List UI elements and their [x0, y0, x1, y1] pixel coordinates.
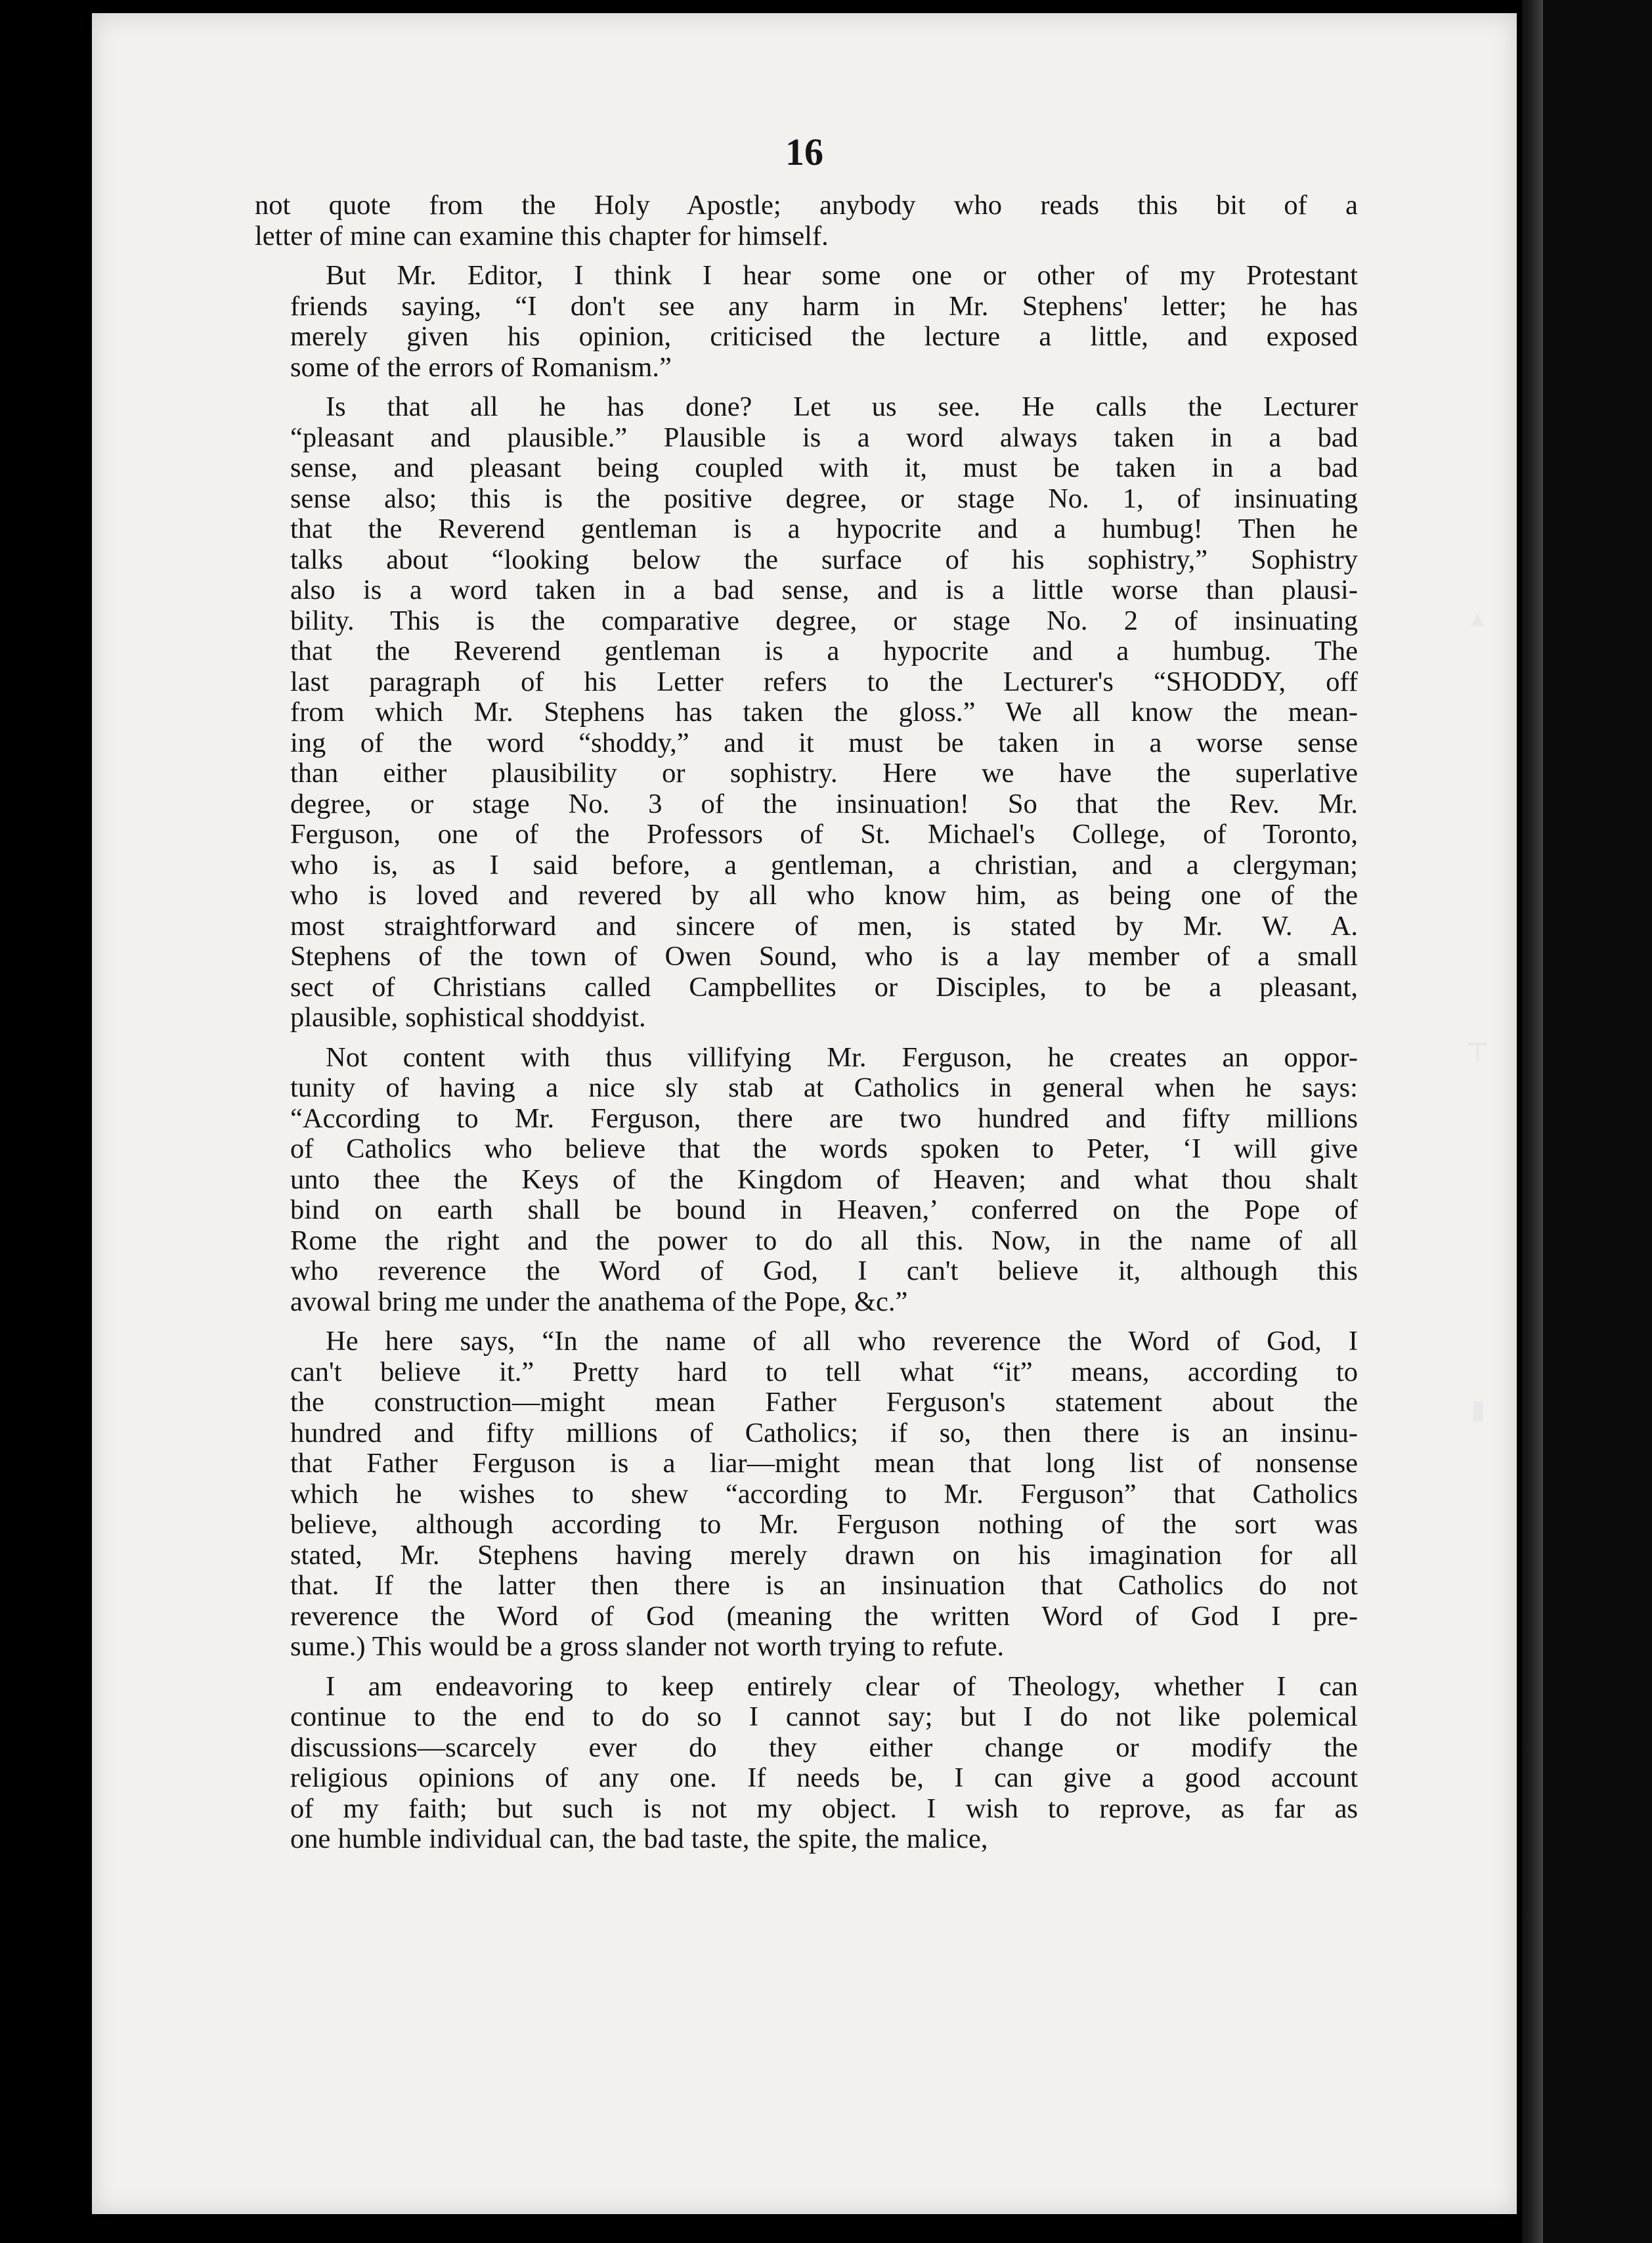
text-line: reverence the Word of God (meaning the written Word of God I pre-	[290, 1600, 1358, 1632]
text-line: last paragraph of his Letter refers to the Lecturer's “SHODDY, off	[290, 666, 1358, 697]
text-line: Stephens of the town of Owen Sound, who is a lay member of a small	[290, 941, 1358, 972]
text-line: one humble individual can, the bad taste, the spite, the malice,	[290, 1823, 988, 1854]
text-line: discussions—scarcely ever do they either change or modify the	[290, 1731, 1358, 1763]
paragraph	[255, 392, 1358, 1034]
text-line: letter of mine can examine this chapter for himself.	[255, 220, 829, 251]
text-line: “According to Mr. Ferguson, there are two hundred and fifty millions	[290, 1102, 1358, 1134]
text-line: of my faith; but such is not my object. I wish to reprove, as far as	[290, 1793, 1358, 1824]
text-line: sume.) This would be a gross slander not worth trying to refute.	[290, 1631, 1005, 1662]
text-line: that Father Ferguson is a liar—might mean that long list of nonsense	[290, 1448, 1358, 1479]
text-line: sense, and pleasant being coupled with it, must be taken in a bad	[290, 452, 1358, 483]
text-line: continue to the end to do so I cannot say; but I do not like polemical	[290, 1701, 1358, 1732]
text-line: not quote from the Holy Apostle; anybody who reads this bit of a	[255, 190, 1358, 221]
text-line: who is loved and revered by all who know him, as being one of the	[290, 880, 1358, 911]
text-line: who reverence the Word of God, I can't believe it, although this	[290, 1255, 1358, 1286]
text-line: degree, or stage No. 3 of the insinuation! So that the Rev. Mr.	[290, 788, 1358, 819]
text-line: sense also; this is the positive degree, or stage No. 1, of insinuating	[290, 483, 1358, 514]
page-number: 16	[785, 131, 823, 173]
paragraph	[255, 1326, 1358, 1663]
body-text	[255, 190, 1358, 1855]
text-line: that the Reverend gentleman is a hypocrite and a humbug! Then he	[290, 513, 1358, 544]
text-line: plausible, sophistical shoddyist.	[290, 1002, 646, 1033]
text-line: who is, as I said before, a gentleman, a christian, and a clergyman;	[290, 849, 1358, 881]
text-line: friends saying, “I don't see any harm in Mr. Stephens' letter; he has	[290, 290, 1358, 322]
text-line: tunity of having a nice sly stab at Catholics in general when he says:	[290, 1072, 1358, 1103]
text-line: that. If the latter then there is an insinuation that Catholics do not	[290, 1570, 1358, 1601]
text-line: stated, Mr. Stephens having merely drawn on his imagination for all	[290, 1539, 1358, 1571]
text-line: Is that all he has done? Let us see. He calls the Lecturer	[326, 391, 1358, 422]
text-line: Rome the right and the power to do all this. Now, in the name of all	[290, 1225, 1358, 1256]
text-line: religious opinions of any one. If needs be, I can give a good account	[290, 1762, 1358, 1793]
paragraph	[255, 190, 1358, 251]
text-line: avowal bring me under the anathema of the Pope, &c.”	[290, 1286, 908, 1317]
text-line: ing of the word “shoddy,” and it must be taken in a worse sense	[290, 727, 1358, 758]
text-line: merely given his opinion, criticised the lecture a little, and exposed	[290, 321, 1358, 352]
text-line: unto thee the Keys of the Kingdom of Heaven; and what thou shalt	[290, 1164, 1358, 1195]
margin-mark: ⊤	[1466, 1037, 1490, 1068]
text-line: some of the errors of Romanism.”	[290, 351, 672, 383]
text-line: But Mr. Editor, I think I hear some one or other of my Protestant	[326, 260, 1358, 291]
text-line: believe, although according to Mr. Ferguson nothing of the sort was	[290, 1509, 1358, 1540]
paragraph	[255, 1043, 1358, 1318]
text-line: than either plausibility or sophistry. Here we have the superlative	[290, 758, 1358, 789]
text-line: hundred and fifty millions of Catholics; if so, then there is an insinu-	[290, 1417, 1358, 1448]
paragraph	[255, 1672, 1358, 1855]
margin-mark: ▮	[1471, 1395, 1486, 1425]
text-line: the construction—might mean Father Ferguson's statement about the	[290, 1387, 1358, 1418]
book-spine-edge	[1522, 0, 1543, 2243]
text-line: He here says, “In the name of all who reverence the Word of God, I	[326, 1326, 1358, 1357]
text-line: of Catholics who believe that the words spoken to Peter, ‘I will give	[290, 1133, 1358, 1164]
text-line: I am endeavoring to keep entirely clear of Theology, whether I can	[326, 1670, 1358, 1702]
text-line: Ferguson, one of the Professors of St. Michael's College, of Toronto,	[290, 819, 1358, 850]
margin-mark: ▴	[1471, 603, 1485, 633]
text-line: bind on earth shall be bound in Heaven,’ conferred on the Pope of	[290, 1194, 1358, 1225]
scan-border	[1543, 0, 1652, 2243]
text-line: “pleasant and plausible.” Plausible is a word always taken in a bad	[290, 422, 1358, 453]
text-line: most straightforward and sincere of men, is stated by Mr. W. A.	[290, 910, 1358, 942]
text-line: bility. This is the comparative degree, or stage No. 2 of insinuating	[290, 605, 1358, 636]
text-line: Not content with thus villifying Mr. Ferguson, he creates an oppor-	[326, 1041, 1358, 1073]
text-line: talks about “looking below the surface of his sophistry,” Sophistry	[290, 544, 1358, 575]
text-line: which he wishes to shew “according to Mr. Ferguson” that Catholics	[290, 1478, 1358, 1510]
text-line: that the Reverend gentleman is a hypocrite and a humbug. The	[290, 636, 1358, 666]
text-line: can't believe it.” Pretty hard to tell what “it” means, according to	[290, 1356, 1358, 1387]
text-line: sect of Christians called Campbellites or Disciples, to be a pleasant,	[290, 971, 1358, 1003]
text-line: also is a word taken in a bad sense, and is a little worse than plausi-	[290, 575, 1358, 605]
paragraph	[255, 261, 1358, 383]
text-line: from which Mr. Stephens has taken the gloss.” We all know the mean-	[290, 697, 1358, 728]
